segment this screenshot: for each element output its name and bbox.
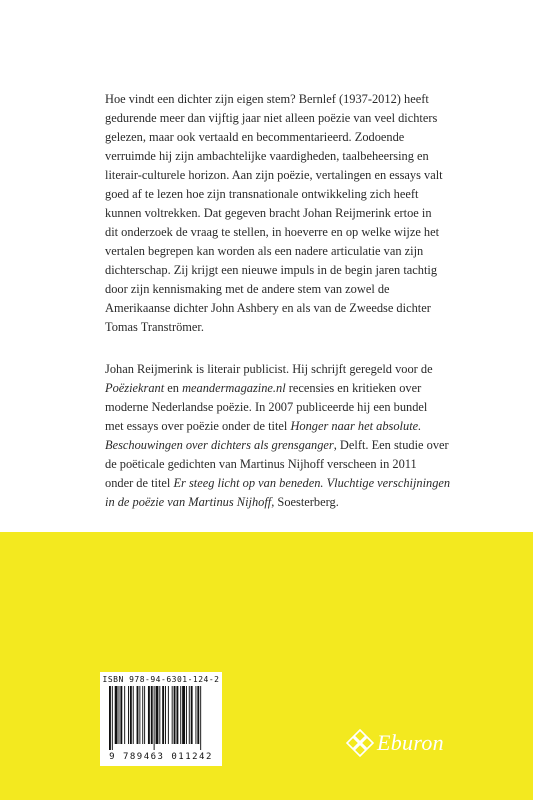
description-line: door zijn kennismaking met de andere stem van zowel de [105,282,390,296]
barcode-bars [109,686,213,750]
book-title: Er steeg licht op van beneden. Vluchtige verschijningen [173,476,451,490]
bio-text: , Soesterberg. [271,495,339,509]
description-line: gedurende meer dan vijftig jaar niet alleen poëzie van veel dichters [105,111,438,125]
bio-line: de poëticale gedichten van Martinus Nijhoff verscheen in 2011 [105,457,417,471]
isbn-barcode [100,672,222,766]
description-line: verruimde hij zijn ambachtelijke vaardigheden, taalbeheersing en [105,149,429,163]
publisher-logo [345,728,455,758]
book-title: Honger naar het absolute. [290,419,422,433]
bio-line [105,417,435,436]
eburon-diamond-logo-icon [345,728,375,758]
description-line: Amerikaanse dichter John Ashbery en als van de Zweedse dichter [105,301,431,315]
publisher-name: Eburon [377,730,444,755]
author-bio [105,360,451,512]
bio-text: met essays over poëzie onder de titel [105,419,291,433]
description-line: goed af te lezen hoe zijn transnationale ontwikkeling zich heeft [105,187,419,201]
description-line: Tomas Tranströmer. [105,320,204,334]
description-line: Hoe vindt een dichter zijn eigen stem? Bernlef (1937-2012) heeft [105,92,429,106]
isbn-label: ISBN 978-94-6301-124-2 [102,675,220,684]
bio-text: recensies en kritieken over [285,381,422,395]
barcode-digits: 9 789463 011242 [109,752,213,762]
bio-line: moderne Nederlandse poëzie. In 2007 publiceerde hij een bundel [105,400,428,414]
description-line: dichterschap. Zij krijgt een nieuwe impuls in de begin jaren tachtig [105,263,438,277]
bio-text: , Delft. Een studie over [333,438,449,452]
description-line: dit onderzoek de vraag te stellen, in hoeverre en op welke wijze het [105,225,440,239]
description-line: literair-culturele horizon. Aan zijn poëzie, vertalingen en essays valt [105,168,443,182]
description-line: kunnen voltrekken. Dat gegeven bracht Johan Reijmerink ertoe in [105,206,432,220]
bio-line [105,436,449,455]
bio-line [105,493,435,512]
journal-title: Poëziekrant [105,381,165,395]
book-title: in de poëzie van Martinus Nijhoff [105,495,272,509]
description-line: vertalen begrepen kan worden als een nadere articulatie van zijn [105,244,424,258]
bio-line [105,379,435,398]
bio-line [105,474,451,493]
yellow-panel [0,532,533,800]
bio-text: en [164,381,183,395]
bio-text: onder de titel [105,476,174,490]
book-description [105,90,443,337]
website-title: meandermagazine.nl [182,381,286,395]
description-line: gelezen, maar ook vertaald en becommentarieerd. Zodoende [105,130,405,144]
bio-line: Johan Reijmerink is literair publicist. Hij schrijft geregeld voor de [105,362,433,376]
book-title: Beschouwingen over dichters als grensganger [105,438,334,452]
